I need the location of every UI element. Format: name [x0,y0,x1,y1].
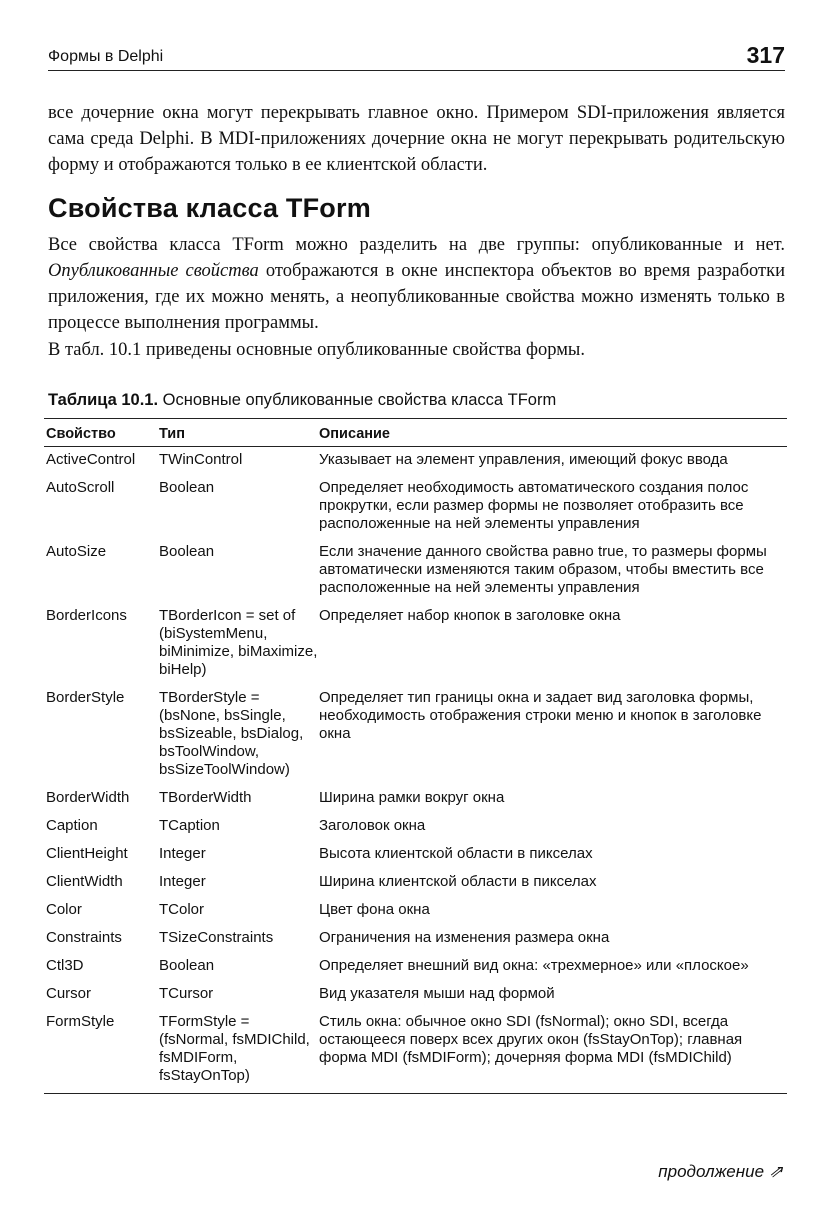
cell-type: TBorderStyle = (bsNone, bsSingle, bsSizeable, bsDialog, bsToolWindow, bsSizeToolWindow) [159,689,304,778]
cell-description: Ширина клиентской области в пикселах [319,873,597,890]
table-caption-text: Основные опубликованные свойства класса TForm [162,391,557,409]
cell-property: Color [46,901,82,918]
cell-type: Integer [159,873,206,890]
table-bottom-rule [44,1093,787,1094]
cell-property: ClientHeight [46,845,128,862]
running-title: Формы в Delphi [48,48,164,65]
cell-property: BorderStyle [46,689,125,706]
page-number: 317 [746,42,785,68]
table-row [44,841,787,869]
table-row [44,813,787,841]
cell-type: TCursor [159,985,214,1002]
cell-description: Высота клиентской области в пикселах [319,845,593,862]
cell-description: Заголовок окна [319,817,426,834]
column-header-type: Тип [159,426,185,442]
continued-label: продолжение ⇗ [658,1162,783,1181]
cell-description: Стиль окна: обычное окно SDI (fsNormal); окно SDI, всегда остающееся поверх всех других окон (fsStayOnTop); главная форма MDI (fsMDIForm); дочерняя форма MDI (fsMDIChild) [319,1013,743,1066]
cell-description: Определяет набор кнопок в заголовке окна [319,607,621,624]
cell-description: Цвет фона окна [319,901,430,918]
cell-description: Если значение данного свойства равно true, то размеры формы автоматически изменяются таким образом, чтобы вместить все расположенные на ней элементы управления [319,543,767,596]
table-row [44,1009,787,1091]
table-row [44,981,787,1009]
paragraph-start: Все свойства класса TForm можно разделить на две группы: опубликованные и нет. [48,235,785,255]
table-header-row [44,419,787,447]
table-caption-label: Таблица 10.1. [48,391,159,409]
cell-type: TCaption [159,817,220,834]
table-row [44,603,787,685]
cell-type: Integer [159,845,206,862]
cell-property: Caption [46,817,98,834]
table-row [44,869,787,897]
paragraph-italic-term: Опубликованные свойства [48,261,259,281]
table-row [44,785,787,813]
section-paragraph [48,232,785,336]
table-row [44,925,787,953]
table-row [44,539,787,603]
table-row [44,447,787,475]
cell-description: Определяет внешний вид окна: «трехмерное» или «плоское» [319,957,749,974]
column-header-property: Свойство [46,426,116,442]
cell-type: Boolean [159,479,215,496]
cell-property: Ctl3D [46,957,84,974]
paragraph-rest: отображаются в окне инспектора объектов во время разработки приложения, где их можно менять, а неопубликованные свойства можно изменять только в процессе выполнения программы. [48,261,785,333]
table-reference-paragraph: В табл. 10.1 приведены основные опубликованные свойства формы. [48,340,585,360]
cell-type: TFormStyle = (fsNormal, fsMDIChild, fsMDIForm, fsStayOnTop) [159,1013,310,1084]
cell-property: Cursor [46,985,92,1002]
column-header-description: Описание [319,426,390,442]
cell-type: TBorderWidth [159,789,252,806]
cell-description: Ширина рамки вокруг окна [319,789,505,806]
cell-description: Указывает на элемент управления, имеющий фокус ввода [319,451,728,468]
cell-property: ClientWidth [46,873,123,890]
cell-property: FormStyle [46,1013,115,1030]
cell-description: Ограничения на изменения размера окна [319,929,610,946]
table-row [44,475,787,539]
cell-property: ActiveControl [46,451,136,468]
cell-property: BorderWidth [46,789,130,806]
cell-type: Boolean [159,957,215,974]
cell-description: Определяет необходимость автоматического создания полос прокрутки, если размер формы не позволяет отобразить все расположенные на ней элементы управления [319,479,749,532]
table-row [44,897,787,925]
cell-type: TColor [159,901,205,918]
cell-type: Boolean [159,543,215,560]
cell-type: TSizeConstraints [159,929,274,946]
cell-property: AutoSize [46,543,107,560]
intro-paragraph: все дочерние окна могут перекрывать главное окно. Примером SDI-приложения является сама среда Delphi. В MDI-приложениях дочерние окна не могут перекрывать родительскую форму и отображаются только в ее клиентской области. [48,103,785,175]
section-heading: Свойства класса TForm [48,193,371,223]
properties-table [44,418,787,1094]
cell-property: Constraints [46,929,122,946]
cell-property: BorderIcons [46,607,127,624]
table-caption [48,391,556,410]
table-row [44,953,787,981]
cell-description: Вид указателя мыши над формой [319,985,555,1002]
table-row [44,685,787,785]
cell-description: Определяет тип границы окна и задает вид заголовка формы, необходимость отображения строки меню и кнопок в заголовке окна [319,689,762,742]
cell-type: TWinControl [159,451,243,468]
cell-property: AutoScroll [46,479,115,496]
cell-type: TBorderIcon = set of (biSystemMenu, biMinimize, biMaximize, biHelp) [159,607,318,678]
header-rule [48,70,785,71]
